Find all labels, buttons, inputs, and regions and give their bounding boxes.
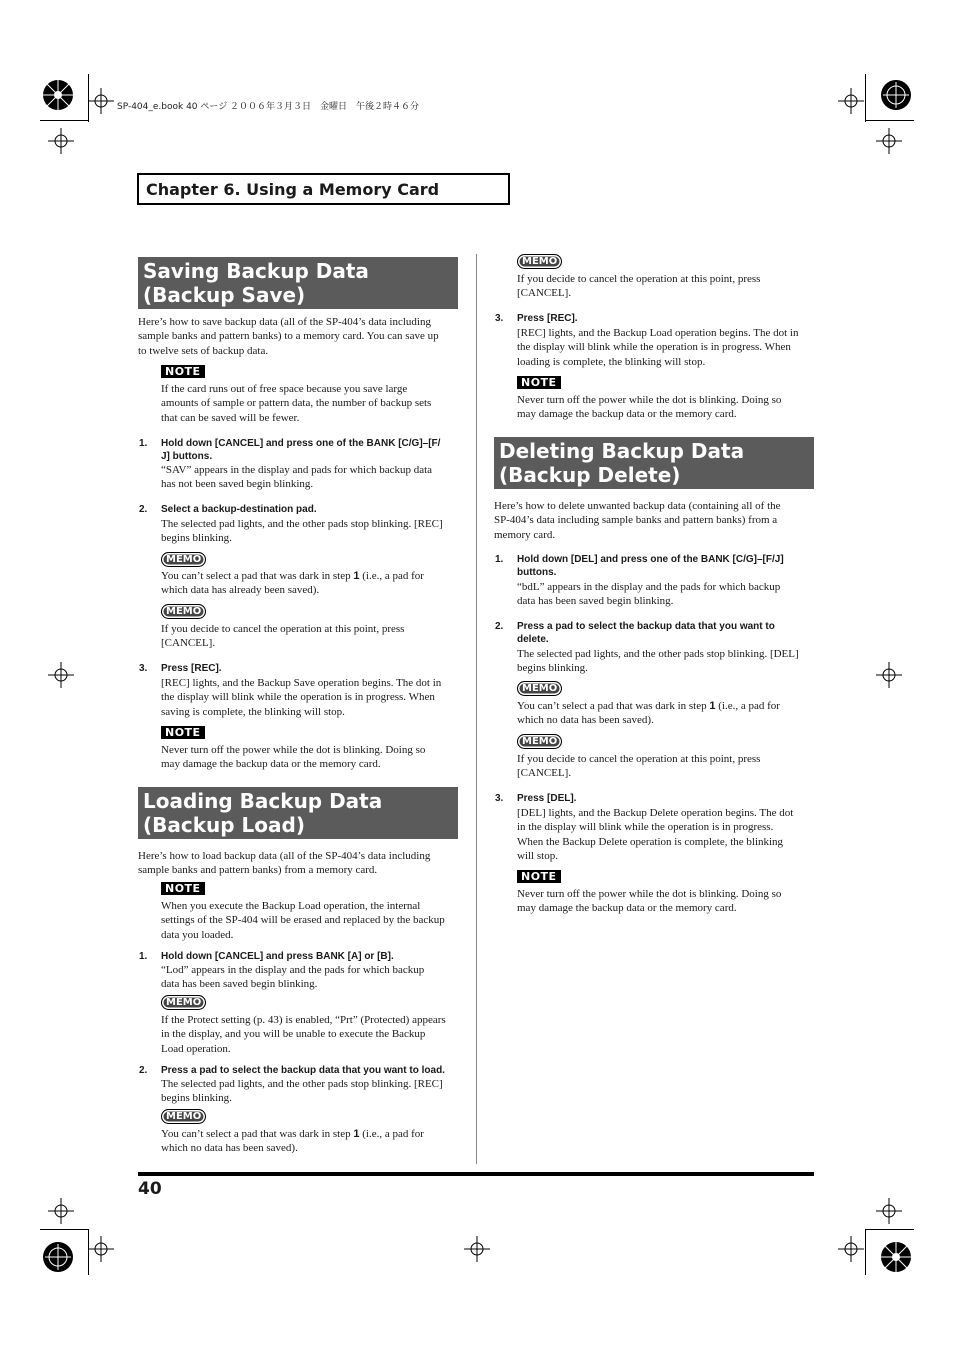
chapter-title-box <box>137 173 510 205</box>
load-step-3: 3. Press [REC]. <box>495 313 578 324</box>
delete-step-1-body: “bdL” appears in the display and the pads for which backup data has been saved begin blinking. <box>517 581 781 608</box>
load-note-1: When you execute the Backup Load operation, the internal settings of the SP-404 will be erased and replaced by the backup data you loaded. <box>161 900 445 941</box>
load-step-1-body: “Lod” appears in the display and the pads for which backup data has been saved begin blinking. <box>161 964 425 991</box>
memo-badge: MEMO <box>517 681 562 696</box>
crosshair-icon <box>464 1236 490 1267</box>
crop-mark <box>865 1229 866 1275</box>
save-intro: Here’s how to save backup data (all of the SP-404’s data including sample banks and pattern banks) to a memory card. You can save up to twelve sets of backup data. <box>138 316 439 357</box>
crop-mark <box>866 120 914 121</box>
section-heading-backup-load: Loading Backup Data (Backup Load) <box>138 787 458 839</box>
load-memo-3: If you decide to cancel the operation at this point, press [CANCEL]. <box>517 273 761 300</box>
delete-step-2-body: The selected pad lights, and the other pads stop blinking. [DEL] begins blinking. <box>517 648 799 675</box>
crosshair-icon <box>876 662 902 693</box>
crosshair-icon <box>88 1236 114 1267</box>
load-step-1: 1. Hold down [CANCEL] and press BANK [A] or [B]. <box>139 951 394 962</box>
load-memo-2: You can’t select a pad that was dark in step 1 (i.e., a pad for which no data has been saved). <box>161 1128 424 1155</box>
crosshair-icon <box>876 128 902 159</box>
section-heading-backup-delete: Deleting Backup Data (Backup Delete) <box>494 437 814 489</box>
crosshair-icon <box>838 88 864 119</box>
save-step-3: 3. Press [REC]. <box>139 663 222 674</box>
print-header: SP-404_e.book 40 ページ ２００６年３月３日 金曜日 午後２時４６分 <box>117 102 420 112</box>
load-note-2: Never turn off the power while the dot is blinking. Doing so may damage the backup data or the memory card. <box>517 394 782 421</box>
memo-badge: MEMO <box>161 995 206 1010</box>
load-memo-1: If the Protect setting (p. 43) is enabled, “Prt” (Protected) appears in the display, and you will be unable to execute the Backup Load operation. <box>161 1014 446 1055</box>
note-badge: NOTE <box>161 726 205 739</box>
delete-step-1: 1. Hold down [DEL] and press one of the BANK [C/G]–[F/J] buttons. <box>495 554 784 578</box>
memo-badge: MEMO <box>161 552 206 567</box>
save-step-1-body: “SAV” appears in the display and pads for which backup data has not been saved begin blinking. <box>161 464 433 491</box>
note-badge: NOTE <box>517 870 561 883</box>
footer-rule <box>138 1172 814 1176</box>
note-badge: NOTE <box>517 376 561 389</box>
registration-mark-icon <box>41 78 75 112</box>
crosshair-icon <box>838 1236 864 1267</box>
crosshair-icon <box>48 662 74 693</box>
crop-mark <box>866 1229 914 1230</box>
save-note-1: If the card runs out of free space because you save large amounts of sample or pattern data, the number of backup sets that can be saved will be fewer. <box>161 383 432 424</box>
crop-mark <box>40 1229 88 1230</box>
save-step-2: 2. Select a backup-destination pad. <box>139 504 317 515</box>
load-step-3-body: [REC] lights, and the Backup Load operation begins. The dot in the display will blink while the operation is in progress. When loading is complete, the blinking will stop. <box>517 327 799 368</box>
crosshair-icon <box>48 128 74 159</box>
save-step-1: 1. Hold down [CANCEL] and press one of the BANK [C/G]–[F/ J] buttons. <box>139 438 441 462</box>
crop-mark <box>40 120 88 121</box>
load-step-2: 2. Press a pad to select the backup data that you want to load. <box>139 1065 445 1076</box>
registration-mark-icon <box>879 1240 913 1274</box>
crop-mark <box>88 74 89 122</box>
delete-memo-1: You can’t select a pad that was dark in step 1 (i.e., a pad for which no data has been saved). <box>517 700 780 727</box>
delete-memo-2: If you decide to cancel the operation at this point, press [CANCEL]. <box>517 753 761 780</box>
memo-badge: MEMO <box>161 1109 206 1124</box>
registration-mark-icon <box>41 1240 75 1274</box>
save-memo-2: If you decide to cancel the operation at this point, press [CANCEL]. <box>161 623 405 650</box>
delete-step-3: 3. Press [DEL]. <box>495 793 577 804</box>
memo-badge: MEMO <box>517 254 562 269</box>
save-note-2: Never turn off the power while the dot is blinking. Doing so may damage the backup data or the memory card. <box>161 744 426 771</box>
save-step-2-body: The selected pad lights, and the other pads stop blinking. [REC] begins blinking. <box>161 518 443 545</box>
load-intro: Here’s how to load backup data (all of the SP-404’s data including sample banks and pattern banks) from a memory card. <box>138 850 431 877</box>
crop-mark <box>88 1229 89 1275</box>
chapter-title: Chapter 6. Using a Memory Card <box>146 180 440 199</box>
column-divider <box>476 254 477 1164</box>
delete-note-1: Never turn off the power while the dot is blinking. Doing so may damage the backup data or the memory card. <box>517 888 782 915</box>
crosshair-icon <box>876 1198 902 1229</box>
note-badge: NOTE <box>161 365 205 378</box>
load-step-2-body: The selected pad lights, and the other pads stop blinking. [REC] begins blinking. <box>161 1078 443 1105</box>
delete-step-3-body: [DEL] lights, and the Backup Delete operation begins. The dot in the display will blink while the operation is in progress. When the Backup Delete operation is complete, the blinking will stop. <box>517 807 794 863</box>
memo-badge: MEMO <box>517 734 562 749</box>
crosshair-icon <box>88 88 114 119</box>
save-step-3-body: [REC] lights, and the Backup Save operation begins. The dot in the display will blink while the operation is in progress. When saving is complete, the blinking will stop. <box>161 677 442 718</box>
save-memo-1: You can’t select a pad that was dark in step 1 (i.e., a pad for which data has already been saved). <box>161 570 424 597</box>
delete-step-2: 2. Press a pad to select the backup data that you want to delete. <box>495 621 775 645</box>
crosshair-icon <box>48 1198 74 1229</box>
registration-mark-icon <box>879 78 913 112</box>
page-number: 40 <box>138 1179 162 1199</box>
memo-badge: MEMO <box>161 604 206 619</box>
crop-mark <box>865 74 866 122</box>
delete-intro: Here’s how to delete unwanted backup data (containing all of the SP-404’s data including sample banks and pattern banks) from a memory card. <box>494 500 781 541</box>
section-heading-backup-save: Saving Backup Data (Backup Save) <box>138 257 458 309</box>
note-badge: NOTE <box>161 882 205 895</box>
